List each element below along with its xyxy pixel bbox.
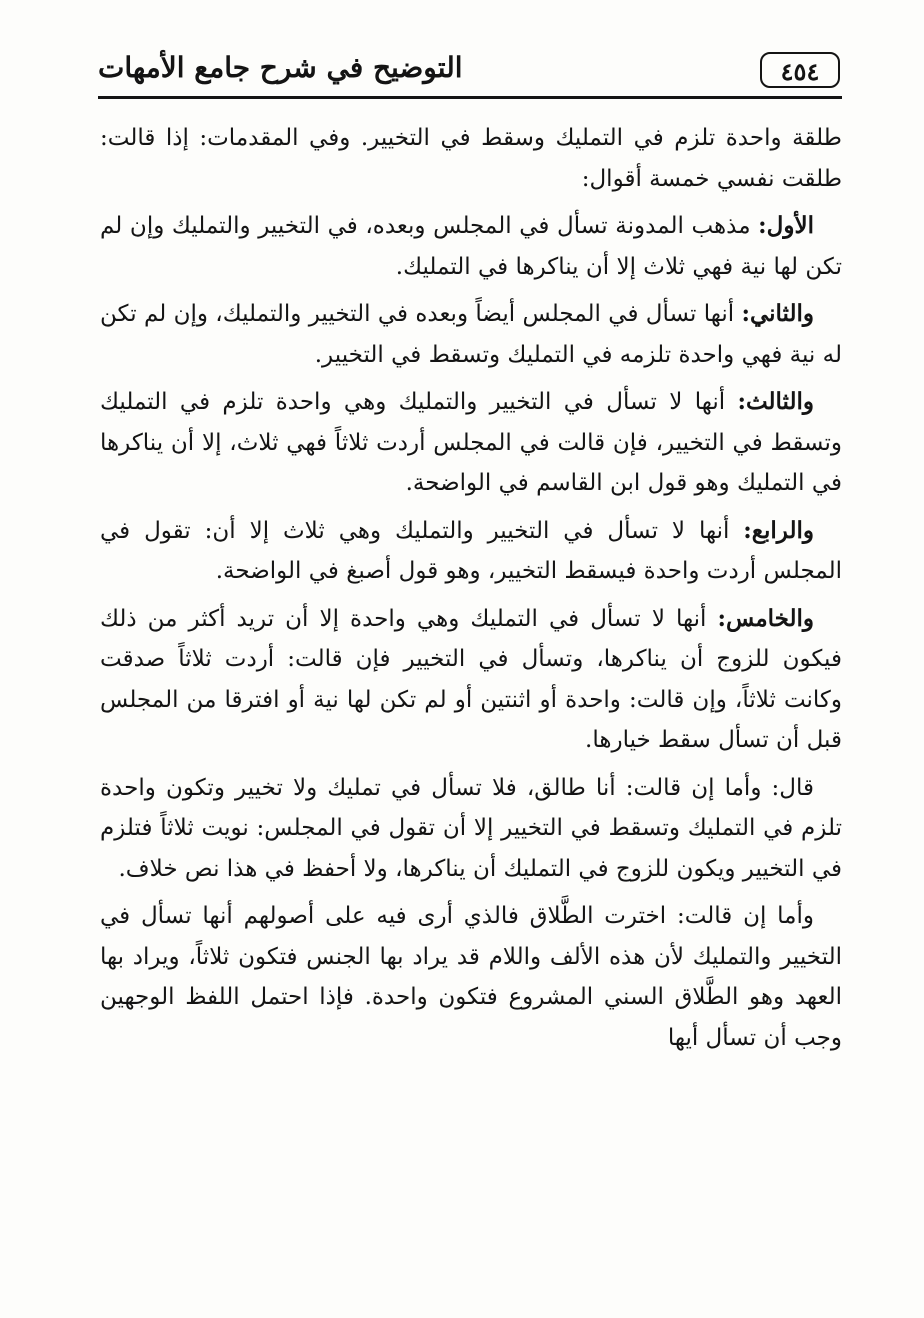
paragraph-3: [100, 294, 842, 375]
paragraph-text: طلقة واحدة تلزم في التمليك وسقط في التخيير. وفي المقدمات: إذا قالت: طلقت نفسي خمسة أقوال:: [100, 125, 842, 192]
paragraph-7: [100, 768, 842, 890]
paragraph-text: وأما إن قالت: اخترت الطَّلاق فالذي أرى فيه على أصولهم أنها تسأل في التخيير والتمليك لأن هذه الألف واللام قد يراد بها الجنس فتكون ثلاثاً، ويراد بها العهد وهو الطَّلاق السني المشروع فتكون واحدة. فإذا احتمل اللفظ الوجهين وجب أن تسأل أيها: [100, 903, 842, 1051]
paragraph-8: [100, 896, 842, 1058]
paragraph-text: أنها تسأل في المجلس أيضاً وبعده في التخيير والتمليك، وإن لم تكن له نية فهي واحدة تلزمه في التمليك وتسقط في التخيير.: [100, 301, 842, 368]
page-body: [100, 118, 842, 1065]
paragraph-5: [100, 511, 842, 592]
paragraph-lead: والخامس:: [717, 604, 814, 632]
header-rule: [98, 96, 842, 99]
paragraph-lead: والثالث:: [737, 388, 814, 415]
page-number: ٤٥٤: [760, 52, 840, 88]
paragraph-text: أنها لا تسأل في التخيير والتمليك وهي واحدة تلزم في التمليك وتسقط في التخيير، فإن قالت في المجلس أردت ثلاثاً فهي ثلاث، إلا أن يناكرها في التمليك وهو قول ابن القاسم في الواضحة.: [100, 389, 842, 496]
paragraph-lead: والرابع:: [743, 516, 814, 544]
paragraph-text: أنها لا تسأل في التخيير والتمليك وهي ثلاث إلا أن: تقول في المجلس أردت واحدة فيسقط التخيير، وهو قول أصبغ في الواضحة.: [100, 517, 842, 584]
paragraph-1: [100, 118, 842, 199]
paragraph-text: مذهب المدونة تسأل في المجلس وبعده، في التخيير والتمليك وإن لم تكن لها نية فهي ثلاث إلا أن يناكرها في التمليك.: [100, 213, 842, 280]
paragraph-text: قال: وأما إن قالت: أنا طالق، فلا تسأل في تمليك ولا تخيير وتكون واحدة تلزم في التمليك وتسقط في التخيير إلا أن تقول في المجلس: نويت ثلاثاً فتلزم في التخيير ويكون للزوج في التمليك أن يناكرها، ولا أحفظ في هذا نص خلاف.: [100, 774, 842, 882]
paragraph-lead: والثاني:: [741, 300, 814, 327]
paragraph-text: أنها لا تسأل في التمليك وهي واحدة إلا أن تريد أكثر من ذلك فيكون للزوج أن يناكرها، وتسأل في التخيير فإن قالت: أردت ثلاثاً صدقت وكانت ثلاثاً، وإن قالت: واحدة أو اثنتين أو لم تكن لها نية أو افترقا من المجلس قبل أن تسأل سقط خيارها.: [100, 605, 842, 753]
paragraph-lead: الأول:: [758, 212, 814, 239]
paragraph-2: [100, 206, 842, 287]
running-title: التوضيح في شرح جامع الأمهات: [98, 51, 463, 84]
paragraph-6: [100, 599, 842, 761]
page-header: [98, 46, 840, 94]
paragraph-4: [100, 382, 842, 504]
